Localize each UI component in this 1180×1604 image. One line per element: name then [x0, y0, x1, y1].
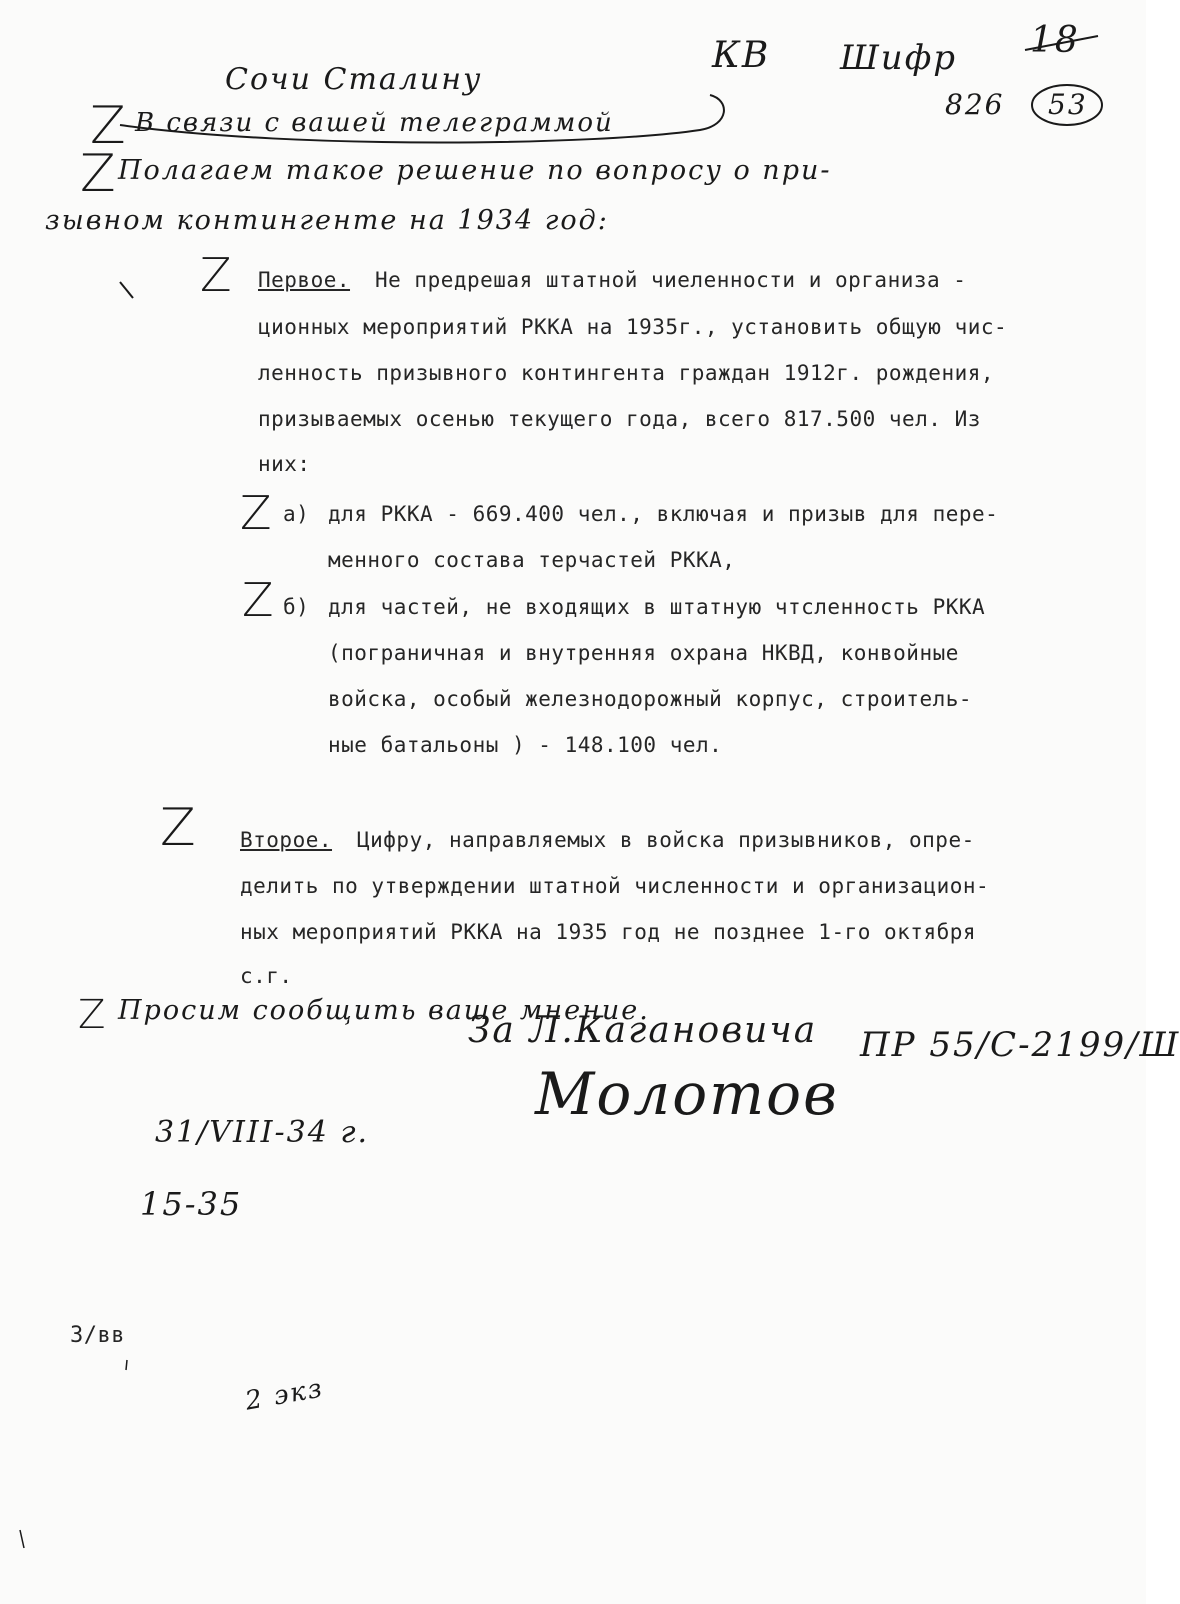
- item-b-label: б): [283, 595, 310, 619]
- z-mark-4: Z: [240, 486, 272, 540]
- z-mark-5: Z: [242, 573, 274, 627]
- second-line-4: с.г.: [240, 964, 293, 988]
- handwritten-line-2: Полагаем такое решение по вопросу о при-: [118, 155, 832, 186]
- addressee: Сочи Сталину: [225, 62, 483, 97]
- signature-prefix: За Л.Кагановича: [468, 1010, 818, 1051]
- handwritten-request: Просим сообщить ваше мнение.: [118, 995, 650, 1026]
- z-mark-3: Z: [200, 248, 232, 302]
- item-b-line-4: ные батальоны ) - 148.100 чел.: [328, 733, 723, 757]
- z-mark-7: Z: [78, 992, 106, 1038]
- item-a-label: а): [283, 502, 310, 526]
- second-heading: Второе.: [240, 828, 333, 852]
- item-b-line-2: (пограничная и внутренняя охрана НКВД, конвойные: [328, 641, 959, 665]
- z-mark-1: Z: [90, 96, 126, 156]
- second-line-1: Цифру, направляемых в войска призывников, опре-: [357, 828, 975, 852]
- archive-page-crossed: 18: [1030, 20, 1080, 61]
- first-line-1: Не предрешая штатной чиеленности и организа -: [375, 268, 967, 292]
- footer-code: 3/вв: [70, 1323, 125, 1348]
- item-a-line-2: менного состава терчастей РККА,: [328, 548, 736, 572]
- cipher-number: 826: [945, 88, 1005, 121]
- first-line-2: ционных мероприятий РККА на 1935г., установить общую чис-: [258, 315, 1008, 339]
- handwritten-time: 15-35: [140, 1185, 243, 1223]
- handwritten-date: 31/VIII-34 г.: [155, 1115, 370, 1150]
- first-line-3: ленность призывного контингента граждан 1912г. рождения,: [258, 361, 995, 385]
- reference-number: ПР 55/С-2199/Ш: [860, 1025, 1180, 1065]
- handwritten-line-3: зывном контингенте на 1934 год:: [45, 205, 609, 236]
- footer-copies-note: 2 экз: [242, 1373, 327, 1417]
- item-b-line-1: для частей, не входящих в штатную чтсленность РККА: [328, 595, 986, 619]
- second-line-3: ных мероприятий РККА на 1935 год не позднее 1-го октября: [240, 920, 977, 944]
- item-a-line-1: для РККА - 669.400 чел., включая и призыв для пере-: [328, 502, 999, 526]
- z-mark-6: Z: [160, 798, 196, 858]
- cipher-label: Шифр: [840, 38, 958, 78]
- handwritten-line-1: В связи с вашей телеграммой: [135, 108, 614, 138]
- item-b-line-3: войска, особый железнодорожный корпус, строитель-: [328, 687, 973, 711]
- archive-page: 53: [1048, 88, 1088, 121]
- first-line-4: призываемых осенью текущего года, всего 817.500 чел. Из: [258, 407, 981, 431]
- top-initials: КВ: [712, 35, 771, 76]
- second-line-2: делить по утверждении штатной численности и организацион-: [240, 874, 990, 898]
- first-line-5: них:: [258, 452, 311, 476]
- z-mark-2: Z: [80, 144, 116, 204]
- first-heading: Первое.: [258, 268, 351, 292]
- signature: Молотов: [535, 1060, 839, 1128]
